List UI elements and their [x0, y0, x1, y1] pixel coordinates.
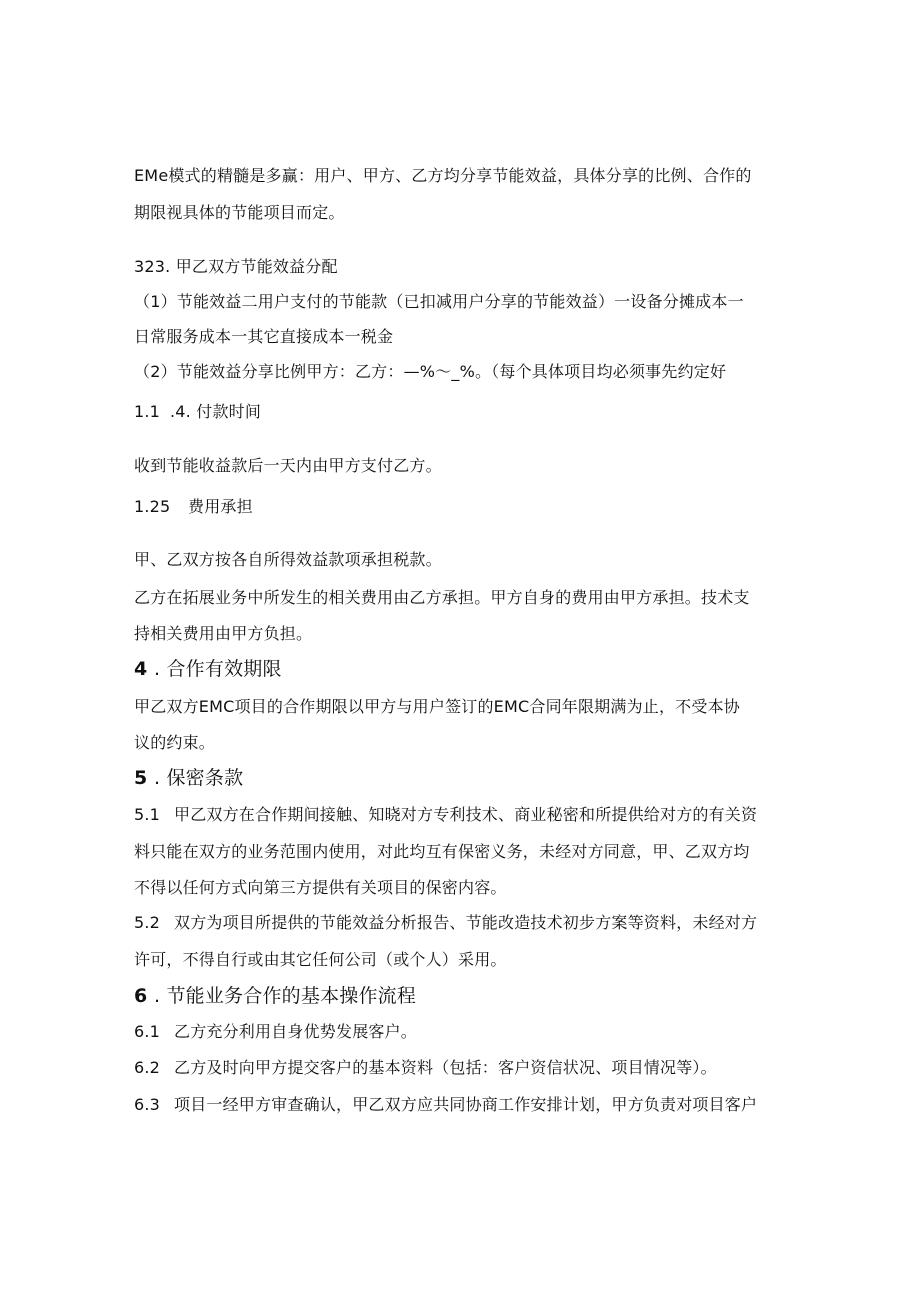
section-heading: 323. 甲乙双方节能效益分配: [134, 257, 338, 276]
section-heading: [134, 402, 261, 422]
heading-5: [134, 766, 243, 790]
clause-text: 乙方充分利用自身优势发展客户。: [174, 1022, 418, 1041]
paragraph-line: 料只能在双方的业务范围内使用，对此均互有保密义务，未经对方同意，甲、乙双方均: [134, 842, 750, 861]
paragraph-line: 期限视具体的节能项目而定。: [134, 203, 345, 222]
clause-number: 1.25: [134, 497, 171, 516]
clause-title: .4. 付款时间: [170, 402, 262, 421]
clause-number: 6.2: [134, 1058, 161, 1077]
heading-title: . 合作有效期限: [154, 658, 282, 680]
paragraph-line: 持相关费用由甲方负担。: [134, 624, 313, 643]
clause-number: 5.2: [134, 913, 161, 932]
paragraph-line: 不得以任何方式向第三方提供有关项目的保密内容。: [134, 878, 507, 897]
clause-number: 6.3: [134, 1095, 161, 1114]
clause-number: 6.1: [134, 1022, 161, 1041]
paragraph-line: 甲乙双方EMC项目的合作期限以甲方与用户签订的EMC合同年限期满为止，不受本协: [134, 697, 740, 716]
paragraph-line: 许可，不得自行或由其它任何公司（或个人）采用。: [134, 950, 507, 969]
clause-line: [134, 1058, 717, 1078]
clause-line: [134, 805, 757, 825]
clause-line: [134, 913, 757, 933]
paragraph-line: EMe模式的精髓是多赢：用户、甲方、乙方均分享节能效益，具体分享的比例、合作的: [134, 166, 752, 185]
clause-text: 双方为项目所提供的节能效益分析报告、节能改造技术初步方案等资料，未经对方: [174, 913, 758, 932]
heading-number: 4: [134, 658, 148, 680]
paragraph-line: 日常服务成本一其它直接成本一税金: [134, 327, 394, 346]
clause-number: 5.1: [134, 805, 161, 824]
heading-title: . 节能业务合作的基本操作流程: [154, 985, 417, 1007]
clause-number: 1.1: [134, 402, 161, 421]
section-heading: [134, 497, 253, 517]
paragraph-line: 收到节能收益款后一天内由甲方支付乙方。: [134, 456, 442, 475]
clause-title: 费用承担: [188, 497, 253, 516]
clause-line: [134, 1022, 417, 1042]
clause-text: 乙方及时向甲方提交客户的基本资料（包括：客户资信状况、项目情况等）。: [174, 1058, 717, 1077]
heading-6: [134, 984, 416, 1008]
clause-text: 甲乙双方在合作期间接触、知晓对方专利技术、商业秘密和所提供给对方的有关资: [174, 805, 758, 824]
paragraph-line: 议的约束。: [134, 733, 216, 752]
heading-number: 5: [134, 767, 148, 789]
clause-text: 项目一经甲方审查确认，甲乙双方应共同协商工作安排计划，甲方负责对项目客户: [174, 1095, 758, 1114]
paragraph-line: （2）节能效益分享比例甲方：乙方：—%～_%。（每个具体项目均必须事先约定好: [134, 362, 727, 381]
clause-line: [134, 1095, 757, 1115]
heading-title: . 保密条款: [154, 767, 244, 789]
heading-4: [134, 657, 282, 681]
paragraph-line: 甲、乙双方按各自所得效益款项承担税款。: [134, 550, 442, 569]
paragraph-line: （1）节能效益二用户支付的节能款（已扣减用户分享的节能效益）一设备分摊成本一: [134, 292, 744, 311]
paragraph-line: 乙方在拓展业务中所发生的相关费用由乙方承担。甲方自身的费用由甲方承担。技术支: [134, 588, 750, 607]
heading-number: 6: [134, 985, 148, 1007]
